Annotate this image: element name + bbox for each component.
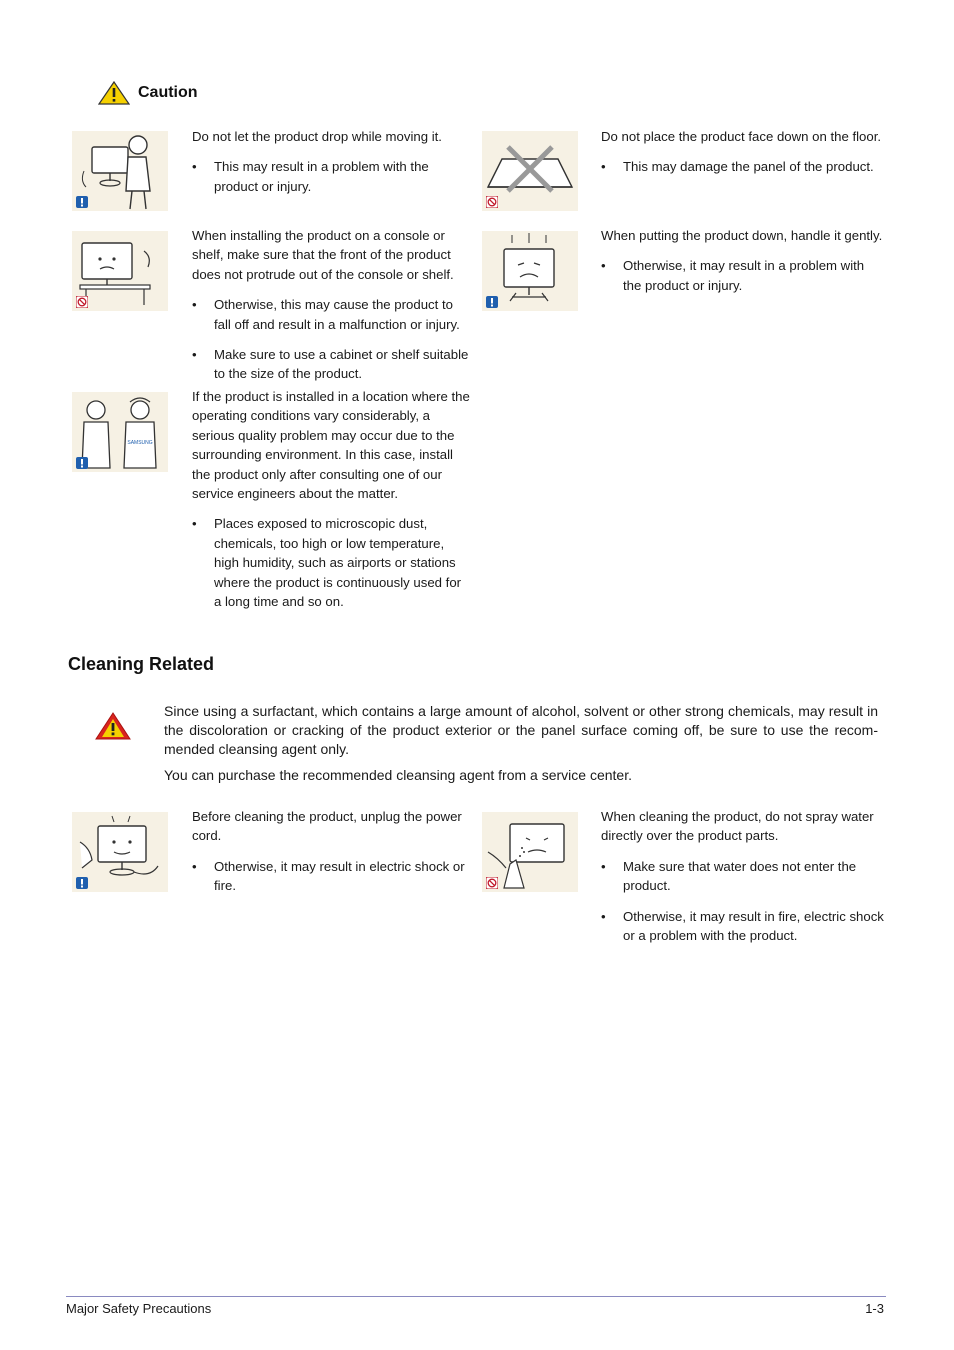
warning-triangle-icon [98, 80, 130, 106]
shirt-logo: SAMSUNG [127, 440, 153, 446]
face-down-illustration [482, 131, 578, 211]
mandatory-badge-icon [76, 196, 88, 208]
drop-main: Do not let the product drop while moving it. [192, 129, 442, 144]
console-bullet-2: • Make sure to use a cabinet or shelf suitable to the size of the product. [192, 345, 472, 384]
console-illustration [72, 231, 168, 311]
mandatory-badge-icon [76, 877, 88, 889]
section-title: Cleaning Related [68, 654, 215, 674]
caution-title: Caution [138, 84, 198, 101]
unplug-illustration [72, 812, 168, 892]
caution-heading [98, 80, 198, 106]
spray-main: When cleaning the product, do not spray water directly over the product parts. [601, 809, 874, 844]
spray-bullet-1: • Make sure that water does not enter the product. [601, 857, 886, 896]
footer-section-title: Major Safety Precautions [66, 1301, 212, 1316]
environment-bullet-1: • Places exposed to microscopic dust, chemicals, too high or low temperature, high humidity, such as airports or stations where the product is continuously used for a long time and so on. [192, 514, 472, 611]
face-down-main: Do not place the product face down on the floor. [601, 129, 882, 144]
environment-text [192, 387, 472, 611]
gently-bullet-1: • Otherwise, it may result in a problem with the product or injury. [601, 256, 886, 295]
footer-divider [66, 1296, 886, 1297]
drop-bullet-1: • This may result in a problem with the product or injury. [192, 157, 472, 196]
environment-main: If the product is installed in a location where the operating conditions vary considerably, a serious quality problem may occur due to the surrounding environment. In this case, install the product only after consulting one of our service engineers about the matter. [192, 389, 470, 502]
mandatory-badge-icon [486, 296, 498, 308]
prohibited-badge-icon [486, 877, 498, 889]
page-number: 1-3 [865, 1301, 884, 1316]
cleaning-warning-text: Since using a surfactant, which contains a large amount of alcohol, solvent or other strong chemicals, may result in the discoloration or cracking of the product exterior or the panel surface coming off, be sure to use the recom-mended cleansing agent only. [164, 703, 878, 757]
warning-triangle-icon [95, 711, 131, 741]
unplug-main: Before cleaning the product, unplug the power cord. [192, 809, 462, 844]
console-text [192, 226, 472, 384]
face-down-text [601, 127, 886, 177]
cleaning-purchase-text: You can purchase the recommended cleansing agent from a service center. [164, 767, 632, 783]
gently-illustration [482, 231, 578, 311]
prohibited-badge-icon [76, 296, 88, 308]
mandatory-badge-icon [76, 457, 88, 469]
environment-illustration [72, 392, 168, 472]
spray-text [601, 807, 886, 945]
console-bullet-1: • Otherwise, this may cause the product to fall off and result in a malfunction or injury. [192, 295, 472, 334]
unplug-text [192, 807, 472, 896]
gently-main: When putting the product down, handle it gently. [601, 228, 883, 243]
gently-text [601, 226, 886, 295]
unplug-bullet-1: • Otherwise, it may result in electric shock or fire. [192, 857, 472, 896]
drop-illustration [72, 131, 168, 211]
prohibited-badge-icon [486, 196, 498, 208]
drop-text [192, 127, 472, 196]
spray-bullet-2: • Otherwise, it may result in fire, electric shock or a problem with the product. [601, 907, 886, 946]
console-main: When installing the product on a console or shelf, make sure that the front of the product does not protrude out of the console or shelf. [192, 228, 454, 282]
spray-illustration [482, 812, 578, 892]
face-down-bullet-1: • This may damage the panel of the product. [601, 157, 886, 176]
